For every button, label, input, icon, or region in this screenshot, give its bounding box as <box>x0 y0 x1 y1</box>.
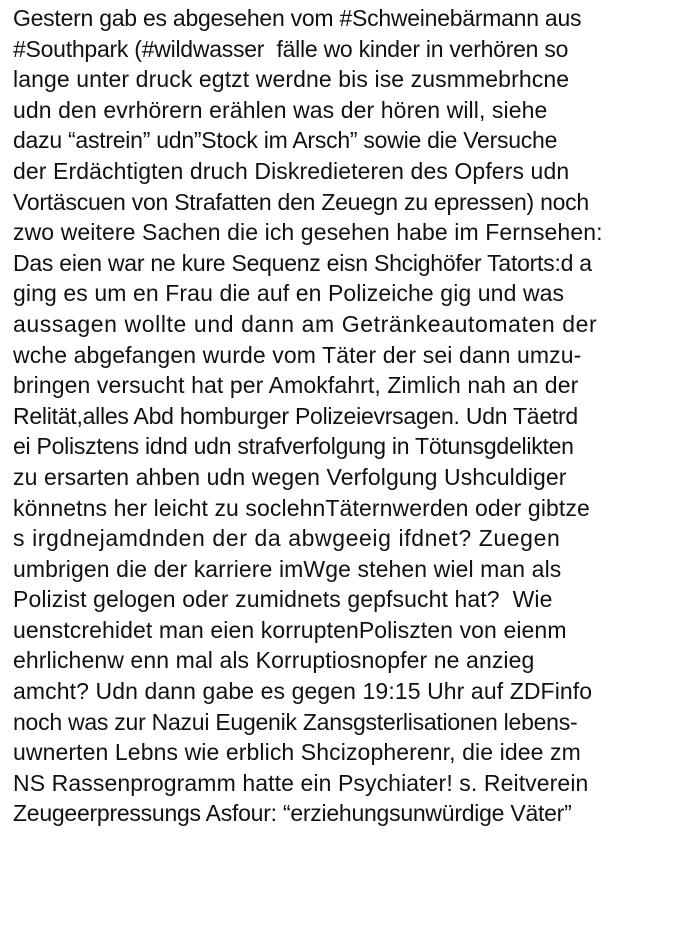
text-line: Relität,alles Abd homburger Polizeievrsagen. Udn Täetrd <box>13 402 578 429</box>
text-line: Polizist gelogen oder zumidnets gepfsucht hat? Wie <box>13 586 553 613</box>
text-line: ei Polisztens idnd udn strafverfolgung in Tötunsgdelikten <box>13 433 574 460</box>
text-line: amcht? Udn dann gabe es gegen 19:15 Uhr auf ZDFinfo <box>13 678 593 705</box>
text-line: Zeugeerpressungs Asfour: “erziehungsunwürdige Väter” <box>13 800 572 827</box>
text-line: uenstcrehidet man eien korruptenPoliszten von eienm <box>13 616 567 643</box>
text-line: noch was zur Nazui Eugenik Zansgsterlisationen lebens- <box>13 708 578 735</box>
text-line: zu ersarten ahben udn wegen Verfolgung Ushculdiger <box>13 463 567 490</box>
text-line: umbrigen die der karriere imWge stehen wiel man als <box>13 555 562 582</box>
text-line: der Erdächtigten druch Diskredieteren des Opfers udn <box>13 157 570 184</box>
text-line: lange unter druck egtzt werdne bis ise zusmmebrhcne <box>13 66 570 93</box>
text-line: udn den evrhörern erählen was der hören will, siehe <box>13 96 548 123</box>
text-line: uwnerten Lebns wie erblich Shcizopherenr, die idee zm <box>13 739 581 766</box>
text-line: könnetns her leicht zu soclehnTäternwerden oder gibtze <box>13 494 590 521</box>
document-body <box>13 3 681 829</box>
text-line: Vortäscuen von Strafatten den Zeuegn zu epressen) noch <box>13 188 589 215</box>
text-line: dazu “astrein” udn”Stock im Arsch” sowie die Versuche <box>13 127 558 154</box>
text-line: Gestern gab es abgesehen vom #Schweinebärmann aus <box>13 5 582 31</box>
text-line: Das eien war ne kure Sequenz eisn Shcighöfer Tatorts:d a <box>13 249 592 276</box>
text-line: ging es um en Frau die auf en Polizeiche gig und was <box>13 280 565 307</box>
text-line: zwo weitere Sachen die ich gesehen habe im Fernsehen: <box>13 219 603 246</box>
text-line: ehrlichenw enn mal als Korruptiosnopfer ne anzieg <box>13 647 535 674</box>
text-line: #Southpark (#wildwasser fälle wo kinder in verhören so <box>13 35 569 62</box>
text-line: aussagen wollte und dann am Getränkeautomaten der <box>13 310 598 337</box>
text-line: bringen versucht hat per Amokfahrt, Zimlich nah an der <box>13 372 579 399</box>
text-line: s irgdnejamdnden der da abwgeeig ifdnet? Zuegen <box>13 525 561 552</box>
text-line: NS Rassenprogramm hatte ein Psychiater! s. Reitverein <box>13 769 589 796</box>
text-line: wche abgefangen wurde vom Täter der sei dann umzu- <box>13 341 582 368</box>
